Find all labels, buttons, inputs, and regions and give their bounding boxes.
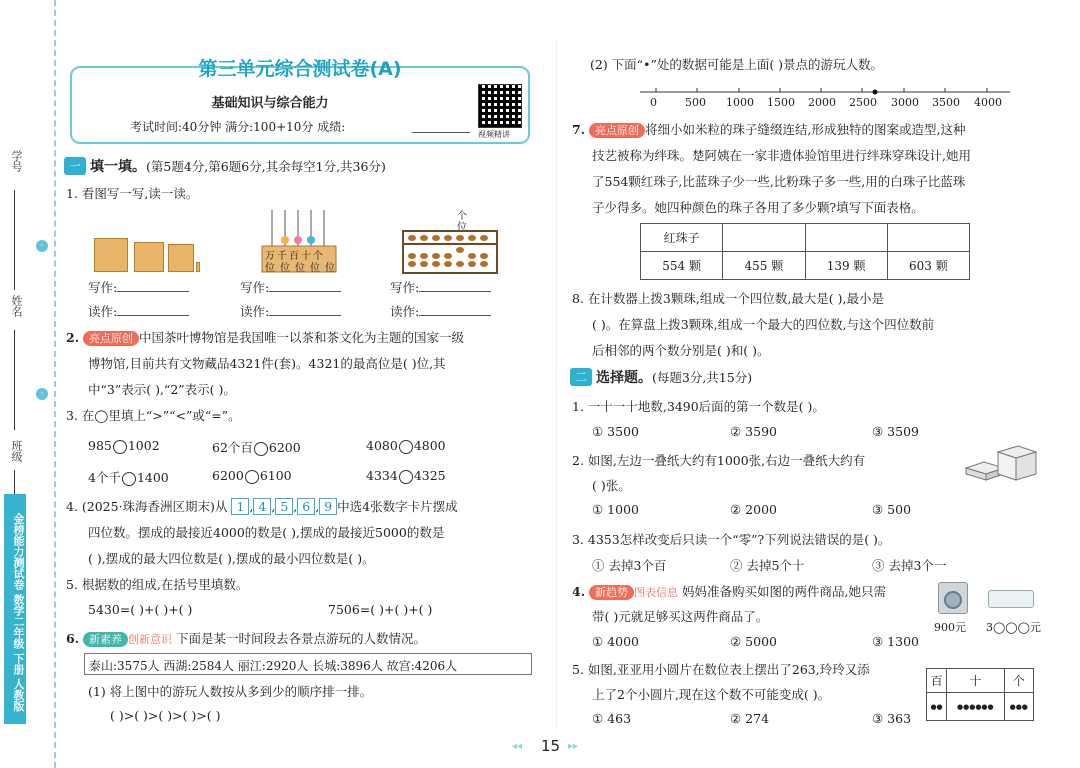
q2-line2: 博物馆,目前共有文物藏品4321件(套)。4321的最高位是( )位,其 (88, 356, 446, 371)
place-value-table (926, 668, 1034, 721)
q1-write-c: 写作: (390, 278, 491, 296)
q1-text: 1. 看图写一写,读一读。 (66, 186, 199, 201)
q2-line1: 2. 亮点原创 中国茶叶博物馆是我国唯一以茶和茶文化为主题的国家一级 (66, 330, 465, 345)
q8-line2: ( )。在算盘上拨3颗珠,组成一个最大的四位数,与这个四位数前 (592, 317, 935, 332)
c1-text: 1. 一十一十地数,3490后面的第一个数是( )。 (572, 399, 825, 414)
c5-line1: 5. 如图,亚亚用小圆片在数位表上摆出了263,玲玲又添 (572, 662, 870, 677)
score-line (412, 132, 470, 133)
q8-line3: 后相邻的两个数分别是( )和( )。 (592, 343, 770, 358)
q4-line1: 4. (2025·珠海香洲区期末)从 1 , 4 , 5 , 6 , 9 中选4张数字卡片摆成 (66, 499, 458, 514)
q7-line1: 7. 亮点原创 将细小如米粒的珠子缝缀连结,形成独特的图案或造型,这种 (572, 122, 966, 137)
c5-opt[interactable]: ① 463 (592, 711, 632, 726)
q1-write-b: 写作: (240, 278, 341, 296)
class-label: 班级 (10, 440, 23, 462)
q3-item: 4080 4800 (366, 438, 446, 453)
name-label: 姓名 (10, 295, 23, 317)
c3-text: 3. 4353怎样改变后只读一个“零”?下列说法错误的是( )。 (572, 532, 891, 547)
washing-machine-icon (938, 582, 968, 614)
qr-caption: 视频精讲 (478, 130, 510, 139)
q4-line3: ( ),摆成的最大四位数是( ),摆成的最小四位数是( )。 (88, 551, 375, 566)
c4-price2: 3◯◯◯元 (986, 621, 1041, 634)
digit-card: 4 (253, 498, 271, 515)
q5-eq1: 5430=( )+( )+( ) (88, 602, 193, 617)
q7-line4: 子少得多。她四种颜色的珠子各用了多少颗?填写下面表格。 (592, 200, 924, 215)
c5-opt[interactable]: ③ 363 (872, 711, 912, 726)
c5-line2: 上了2个小圆片,现在这个数不可能变成( )。 (592, 687, 831, 702)
original-tag: 亮点原创 (83, 331, 139, 346)
c4-line1: 4. 新趋势 图表信息 妈妈准备购买如图的两件商品,她只需 (572, 584, 887, 599)
q3-item: 4个千 1400 (88, 470, 169, 485)
q7-line3: 了554颗红珠子,比蓝珠子少一些,比粉珠子多一些,用的白珠子比蓝珠 (592, 174, 966, 189)
binding-sidebar (0, 0, 56, 768)
q3-item: 6200 6100 (212, 468, 292, 483)
q3-item: 985 1002 (88, 438, 160, 453)
exam-info: 考试时间:40分钟 满分:100+10分 成绩: (130, 120, 346, 134)
q8-line1: 8. 在计数器上拨3颗珠,组成一个四位数,最大是( ),最小是 (572, 291, 885, 306)
page-title: 第三单元综合测试卷(A) (198, 58, 402, 80)
table-row: 红珠子 (641, 224, 970, 252)
qr-code[interactable] (478, 84, 522, 128)
c3-opt[interactable]: ① 去掉3个百 (592, 558, 667, 573)
c3-opt[interactable]: ② 去掉5个十 (730, 558, 805, 573)
bead-table (640, 223, 970, 280)
c2-opt[interactable]: ② 2000 (730, 502, 777, 517)
q1-write-a: 写作: (88, 278, 189, 296)
c2-line1: 2. 如图,左边一叠纸大约有1000张,右边一叠纸大约有 (572, 453, 866, 468)
table-row: 554 颗 455 颗 139 颗 603 颗 (641, 252, 970, 280)
c4-price1: 900元 (934, 621, 966, 634)
c2-opt[interactable]: ③ 500 (872, 502, 912, 517)
section2-icon: 二 (570, 368, 592, 386)
q3-item: 62个百 6200 (212, 440, 301, 455)
page-deco-right: ▸▸ (568, 741, 579, 752)
q3-text: 3. 在◯里填上“>”“<”或“=”。 (66, 408, 241, 423)
section2-title: 选择题。 (596, 370, 652, 386)
q1-read-c: 读作: (390, 302, 491, 320)
binding-dot: ◦ (36, 388, 48, 400)
q2-line3: 中“3”表示( ),“2”表示( )。 (88, 382, 236, 397)
c5-opt[interactable]: ② 274 (730, 711, 770, 726)
c4-opt[interactable]: ② 5000 (730, 634, 777, 649)
q5-eq2: 7506=( )+( )+( ) (328, 602, 433, 617)
chinese-abacus (402, 230, 498, 274)
page-subtitle: 基础知识与综合能力 (211, 96, 329, 111)
c2-line2: ( )张。 (592, 478, 631, 493)
number-line-dot (873, 90, 878, 95)
student-no-line (14, 190, 15, 290)
c1-opt[interactable]: ② 3590 (730, 424, 777, 439)
q3-item: 4334 4325 (366, 468, 446, 483)
c4-line2: 带( )元就足够买这两件商品了。 (592, 609, 769, 624)
digit-card: 1 (231, 498, 249, 515)
abacus-place-labels: 万千百十个 (265, 251, 325, 262)
binding-dot: ◦ (36, 240, 48, 252)
place-value-blocks (94, 234, 204, 274)
abacus2-label: 个 (457, 211, 467, 222)
q7-line2: 技艺被称为绊珠。楚阿姨在一家非遗体验馆里进行绊珠穿珠设计,她用 (592, 148, 971, 163)
q4-line2: 四位数。摆成的最接近4000的数是( ),摆成的最接近5000的数是 (88, 525, 445, 540)
q6-sub2: (2) 下面“•”处的数据可能是上面( )景点的游玩人数。 (590, 57, 884, 72)
q6-data-box: 泰山:3575人 西湖:2584人 丽江:2920人 长城:3896人 故宫:4206人 (84, 653, 532, 675)
air-conditioner-icon (988, 590, 1034, 608)
original-tag: 亮点原创 (589, 123, 645, 138)
c1-opt[interactable]: ③ 3509 (872, 424, 919, 439)
digit-card: 6 (297, 498, 315, 515)
q1-read-b: 读作: (240, 302, 341, 320)
c1-opt[interactable]: ① 3500 (592, 424, 639, 439)
c4-opt[interactable]: ① 4000 (592, 634, 639, 649)
digit-card: 5 (275, 498, 293, 515)
paper-stacks (962, 442, 1038, 486)
q1-read-a: 读作: (88, 302, 189, 320)
table-row: 百 十 个 (927, 669, 1034, 693)
digit-card: 9 (319, 498, 337, 515)
trend-tag: 新趋势 (589, 585, 634, 600)
series-band: 金榜能力测试卷 数学二年级 下册 人教版 (4, 494, 26, 724)
section2-note: (每题3分,共15分) (652, 370, 753, 385)
name-line (14, 330, 15, 430)
c3-opt[interactable]: ③ 去掉3个一 (872, 558, 947, 573)
section1-title: 填一填。 (90, 159, 146, 175)
abacus2-label2: 位 (457, 222, 467, 233)
abacus-pos-chars: 位位位位位 (265, 263, 340, 274)
q5-text: 5. 根据数的组成,在括号里填数。 (66, 577, 249, 592)
section1-note: (第5题4分,第6题6分,其余每空1分,共36分) (146, 159, 386, 174)
q6-sub1: (1) 将上图中的游玩人数按从多到少的顺序排一排。 (88, 684, 373, 699)
new-literacy-tag: 新素养 (83, 632, 128, 647)
page-number: 15 (541, 737, 561, 755)
student-no-label: 学号 (10, 150, 23, 172)
section1-icon: 一 (64, 157, 86, 175)
column-divider (556, 40, 557, 730)
c4-opt[interactable]: ③ 1300 (872, 634, 919, 649)
c2-opt[interactable]: ① 1000 (592, 502, 639, 517)
table-row: ●● ●●●●●● ●●● (927, 693, 1034, 721)
q6-line1: 6. 新素养 创新意识 下面是某一时间段去各景点游玩的人数情况。 (66, 631, 427, 646)
q6-order: ( )>( )>( )>( )>( ) (110, 708, 221, 723)
page-deco-left: ◂◂ (512, 741, 523, 752)
